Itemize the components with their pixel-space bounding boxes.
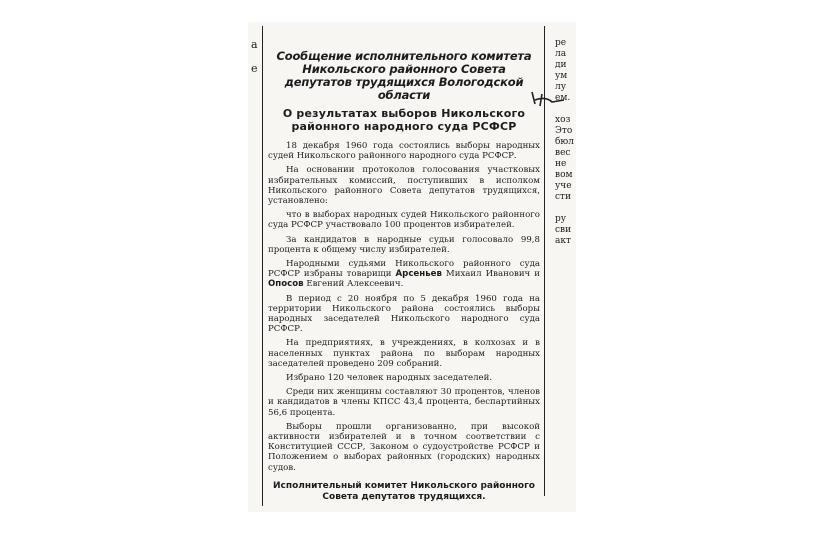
paragraph: На предприятиях, в учреждениях, в колхозах и в населенных пунктах района по выборам народных заседателей проведено 209 собраний.	[268, 338, 540, 369]
right-margin-fragment: сти	[555, 192, 572, 202]
article	[268, 50, 540, 503]
paragraph: Избрано 120 человек народных заседателей.	[286, 373, 493, 384]
right-margin-fragment: ре	[555, 38, 567, 48]
paragraph-elected-judges: Народными судьями Никольского районного суда РСФСР избраны товарищи Арсеньев Михаил Иванович и Опосов Евгений Алексеевич.	[268, 259, 540, 290]
right-margin-fragment: хоз	[555, 115, 571, 125]
right-margin-fragment: сви	[555, 225, 572, 235]
right-margin-fragment: ла	[555, 49, 567, 59]
right-margin-fragment: бюл	[555, 137, 574, 147]
left-margin-letter: е	[251, 62, 258, 75]
right-margin-fragment: ем.	[555, 93, 571, 103]
article-body	[268, 141, 540, 473]
article-title: Сообщение исполнительного комитета Никольского районного Совета депутатов трудящихся Вологодской области	[276, 49, 532, 102]
paragraph: За кандидатов в народные судьи голосовало 99,8 процента к общему числу избирателей.	[268, 234, 540, 255]
right-margin-fragment: Это	[555, 126, 573, 136]
paragraph: 18 декабря 1960 года состоялись выборы народных судей Никольского районного народного суда РСФСР.	[268, 141, 540, 162]
right-margin-fragment: ум	[555, 71, 568, 81]
paragraph: В период с 20 ноября по 5 декабря 1960 года на территории Никольского района состоялись выборы народных заседателей Никольского народного суда РСФСР.	[268, 293, 540, 335]
right-margin-fragment: ру	[555, 214, 567, 224]
right-margin-fragment: вес	[555, 148, 571, 158]
right-margin-fragment: ди	[555, 60, 567, 70]
left-margin-letter: а	[251, 38, 258, 51]
paragraph: Выборы прошли организованно, при высокой активности избирателей и в точном соответствии с Конституцией СССР, Законом о судоустройстве РСФСР и Положением о выборах районных (городских) народных судов.	[268, 421, 540, 473]
right-margin-fragment: не	[555, 159, 567, 169]
left-column-edge	[248, 26, 263, 506]
right-margin-fragment: вом	[555, 170, 573, 180]
paragraph: На основании протоколов голосования участковых избирательных комиссий, поступивших в исполком Никольского районного Совета депутатов трудящихся, установлено:	[268, 165, 540, 207]
paragraph: что в выборах народных судей Никольского районного суда РСФСР участвовало 100 процентов избирателей.	[268, 210, 540, 231]
right-margin-fragment: уче	[555, 181, 572, 191]
article-subtitle: О результатах выборов Никольского районного народного суда РСФСР	[282, 107, 526, 133]
right-margin-fragment: акт	[555, 236, 571, 246]
right-margin-fragment: лу	[555, 82, 567, 92]
signature: Исполнительный комитет Никольского районного Совета депутатов трудящихся.	[273, 480, 535, 502]
paragraph: Среди них женщины составляют 30 процентов, членов и кандидатов в члены КПСС 43,4 процента, беспартийных 56,6 процента.	[268, 387, 540, 418]
